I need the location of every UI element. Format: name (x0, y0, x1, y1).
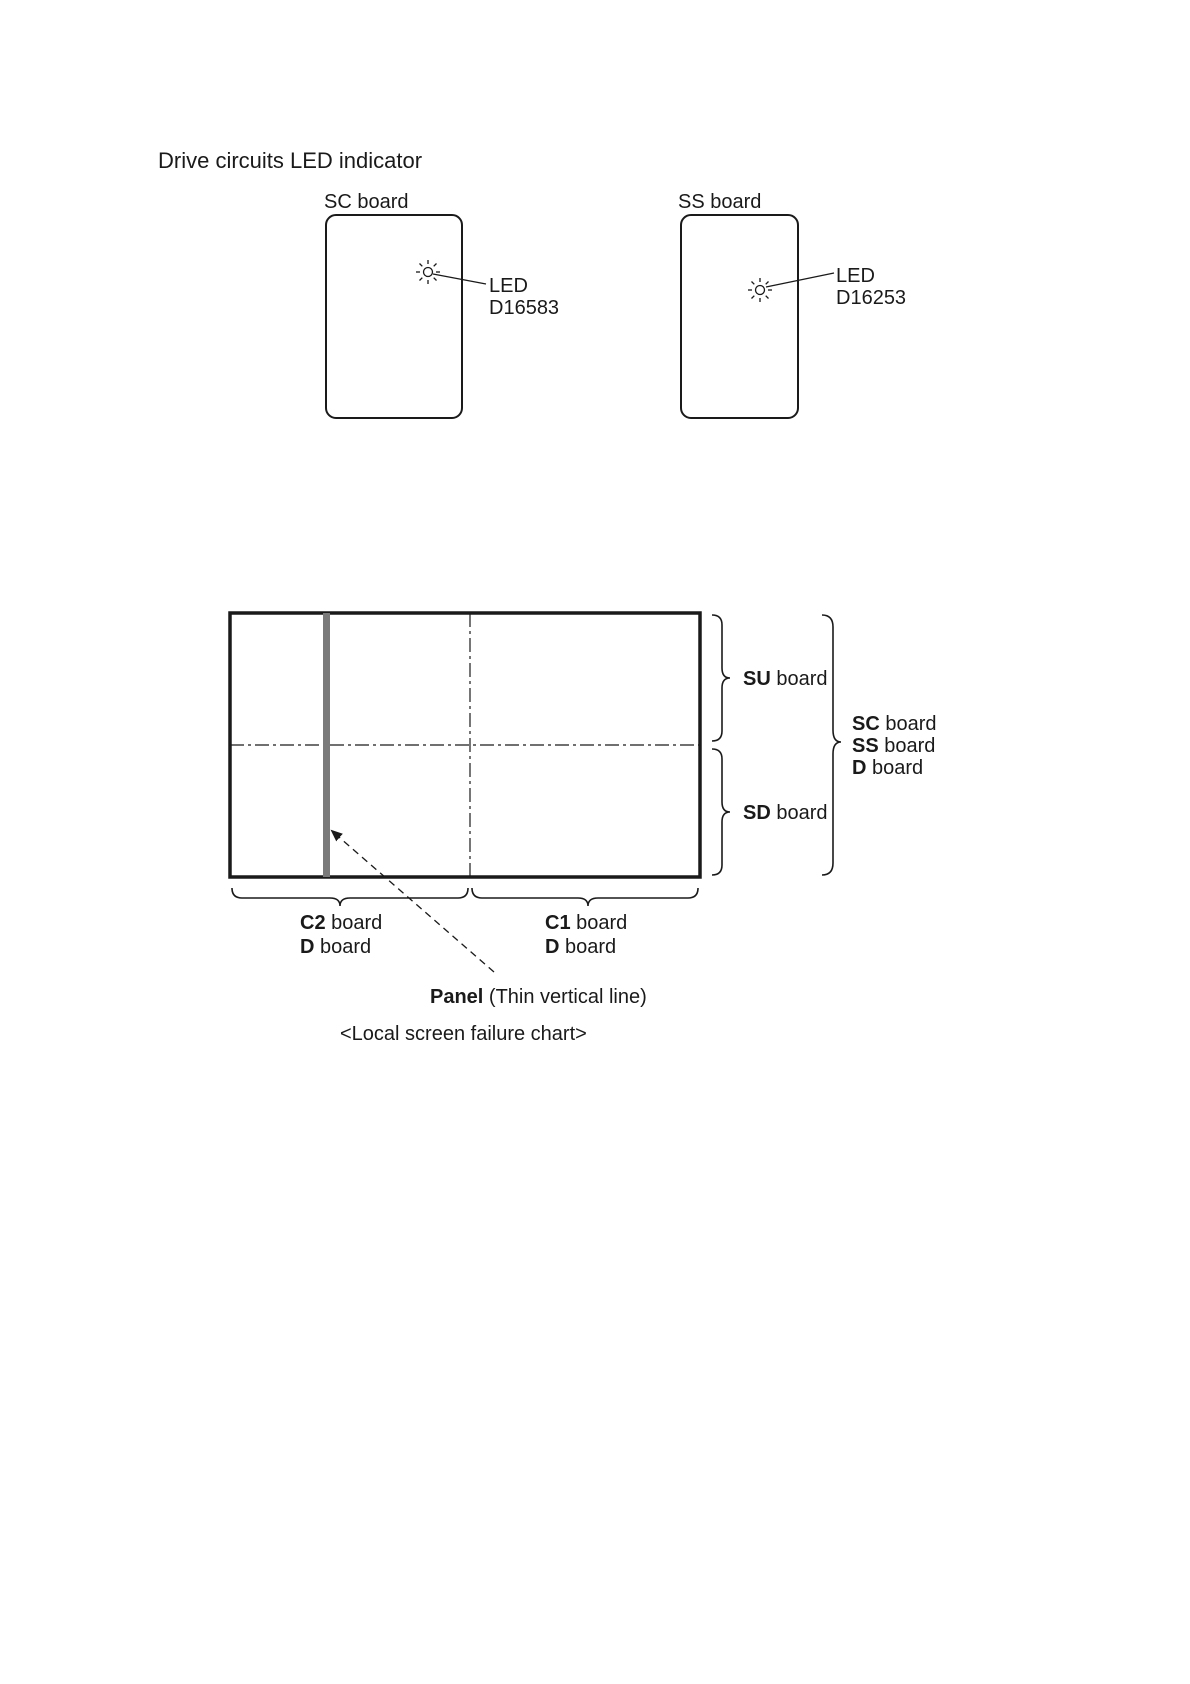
led-icon (748, 278, 772, 302)
ss-board-outline (681, 215, 798, 418)
sc-board-label: SC board (324, 191, 409, 213)
su-board-label: SU board (743, 668, 828, 690)
thin-vertical-line-defect (323, 613, 330, 877)
sc-led-ref: D16583 (489, 297, 560, 319)
ss-board-label: SS board (678, 191, 762, 213)
sc-led-leader-line (433, 274, 486, 284)
c1-d-board-label: D board (545, 936, 617, 958)
outer-right-brace (822, 615, 841, 875)
ss-led-label: LED (836, 265, 875, 287)
led-icon (416, 260, 440, 284)
su-board-brace (712, 615, 730, 741)
c2-board-label: C2 board (300, 912, 383, 934)
ss-led-ref: D16253 (836, 287, 907, 309)
ss-board-group-label: SS board (852, 735, 936, 757)
sc-led-label: LED (489, 275, 528, 297)
sd-board-label: SD board (743, 802, 828, 824)
sc-board-group-label: SC board (852, 713, 937, 735)
sc-board-outline (326, 215, 462, 418)
c2-board-brace (232, 888, 468, 906)
section-title: Drive circuits LED indicator (158, 148, 423, 173)
ss-led-leader-line (766, 273, 834, 287)
d-board-group-label: D board (852, 757, 924, 779)
chart-caption: <Local screen failure chart> (340, 1023, 587, 1045)
c2-d-board-label: D board (300, 936, 372, 958)
sd-board-brace (712, 749, 730, 875)
c1-board-label: C1 board (545, 912, 628, 934)
panel-note: Panel (Thin vertical line) (430, 986, 647, 1008)
c1-board-brace (472, 888, 698, 906)
